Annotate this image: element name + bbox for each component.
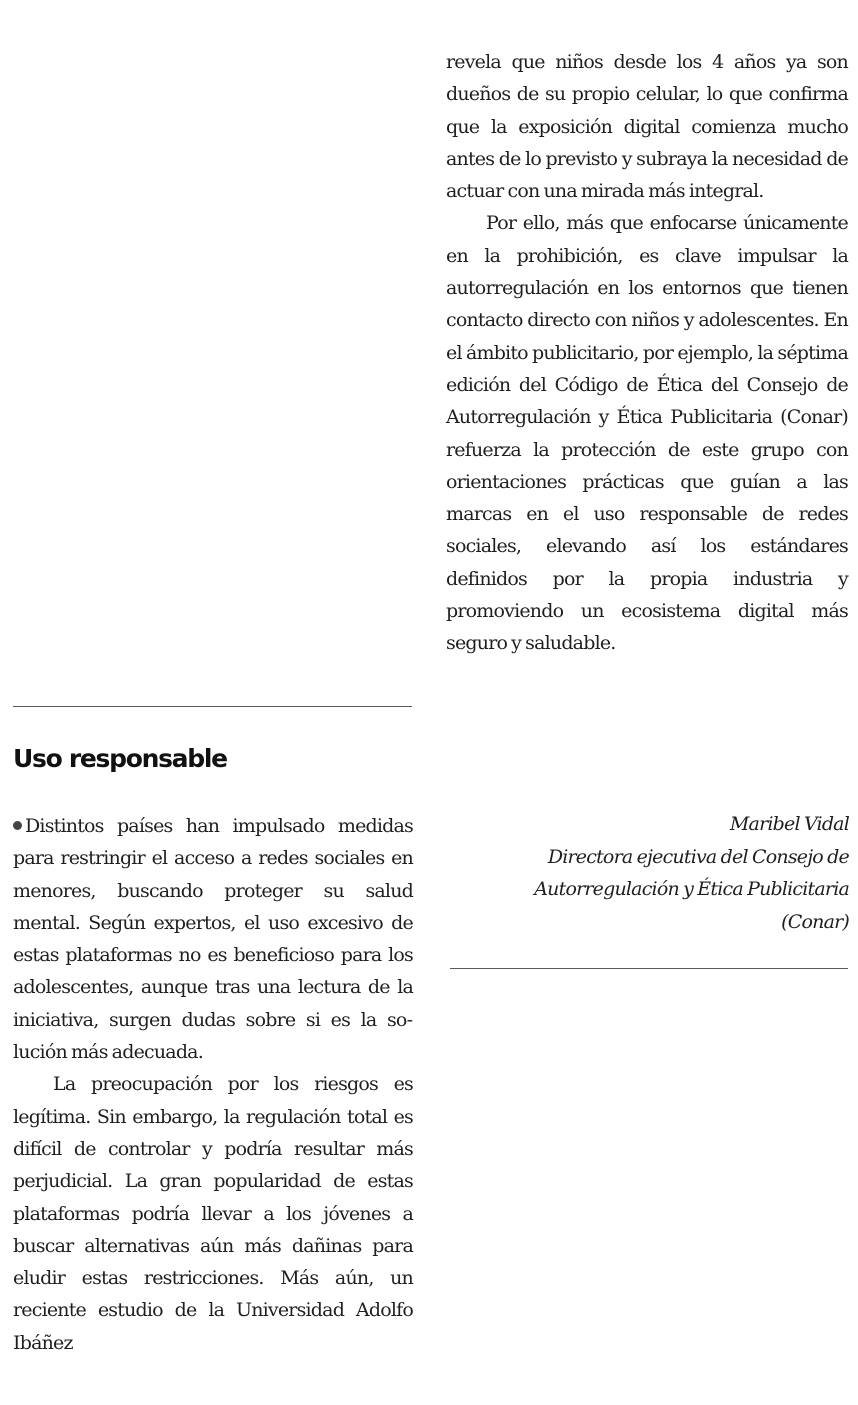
right-paragraph-2: Por ello, más que enfocarse únicamente en la prohibición, es clave impulsar la autorregulación en los entornos que tienen contacto directo con niños y adolescentes. En el ámbito publicitario, por ejemplo, la séptima edición del Código de Ética del Consejo de Autorregulación y Ética Publicitaria (Conar) refuerza la protección de este grupo con orientaciones prácticas que guían a las marcas en el uso responsable de redes sociales, elevando así los estándares definidos por la propia industria y promoviendo un ecosistema digital más seguro y saludable. bbox=[446, 212, 848, 655]
right-column bbox=[446, 46, 848, 660]
author-title-line-2: Autorregulación y Ética Publicitaria bbox=[534, 878, 849, 900]
author-signature bbox=[446, 808, 849, 938]
signature-divider bbox=[450, 968, 848, 969]
bullet-icon bbox=[13, 821, 22, 830]
author-name: Maribel Vidal bbox=[729, 813, 849, 835]
left-paragraph-1 bbox=[13, 810, 413, 1068]
left-column bbox=[13, 810, 413, 1359]
section-divider-top bbox=[13, 706, 412, 707]
author-title-line-1: Directora ejecutiva del Consejo de bbox=[547, 845, 849, 868]
author-title-line-3: (Conar) bbox=[781, 910, 849, 933]
left-paragraph-2: La preocupación por los riesgos es legítima. Sin embargo, la regulación total es difícil de controlar y podría resultar más perjudicial. La gran popularidad de estas plataformas podría llevar a los jóvenes a buscar alternativas aún más dañinas para eludir estas restricciones. Más aún, un reciente estudio de la Universidad Adolfo Ibáñez bbox=[13, 1073, 413, 1354]
right-paragraph-1: revela que niños desde los 4 años ya son dueños de su propio celular, lo que confirma que la exposición digital comienza mucho antes de lo previsto y subraya la necesidad de actuar con una mirada más integral. bbox=[446, 51, 848, 203]
section-heading: Uso responsable bbox=[13, 744, 227, 773]
left-paragraph-1-text: Distintos países han impulsado medidas para restringir el acceso a redes sociales en menores, buscando proteger su salud mental. Según expertos, el uso excesivo de estas plataformas no es beneficioso para los adolescentes, aunque tras una lectura de la iniciativa, surgen dudas sobre si es la solución más adecuada. bbox=[13, 815, 413, 1064]
